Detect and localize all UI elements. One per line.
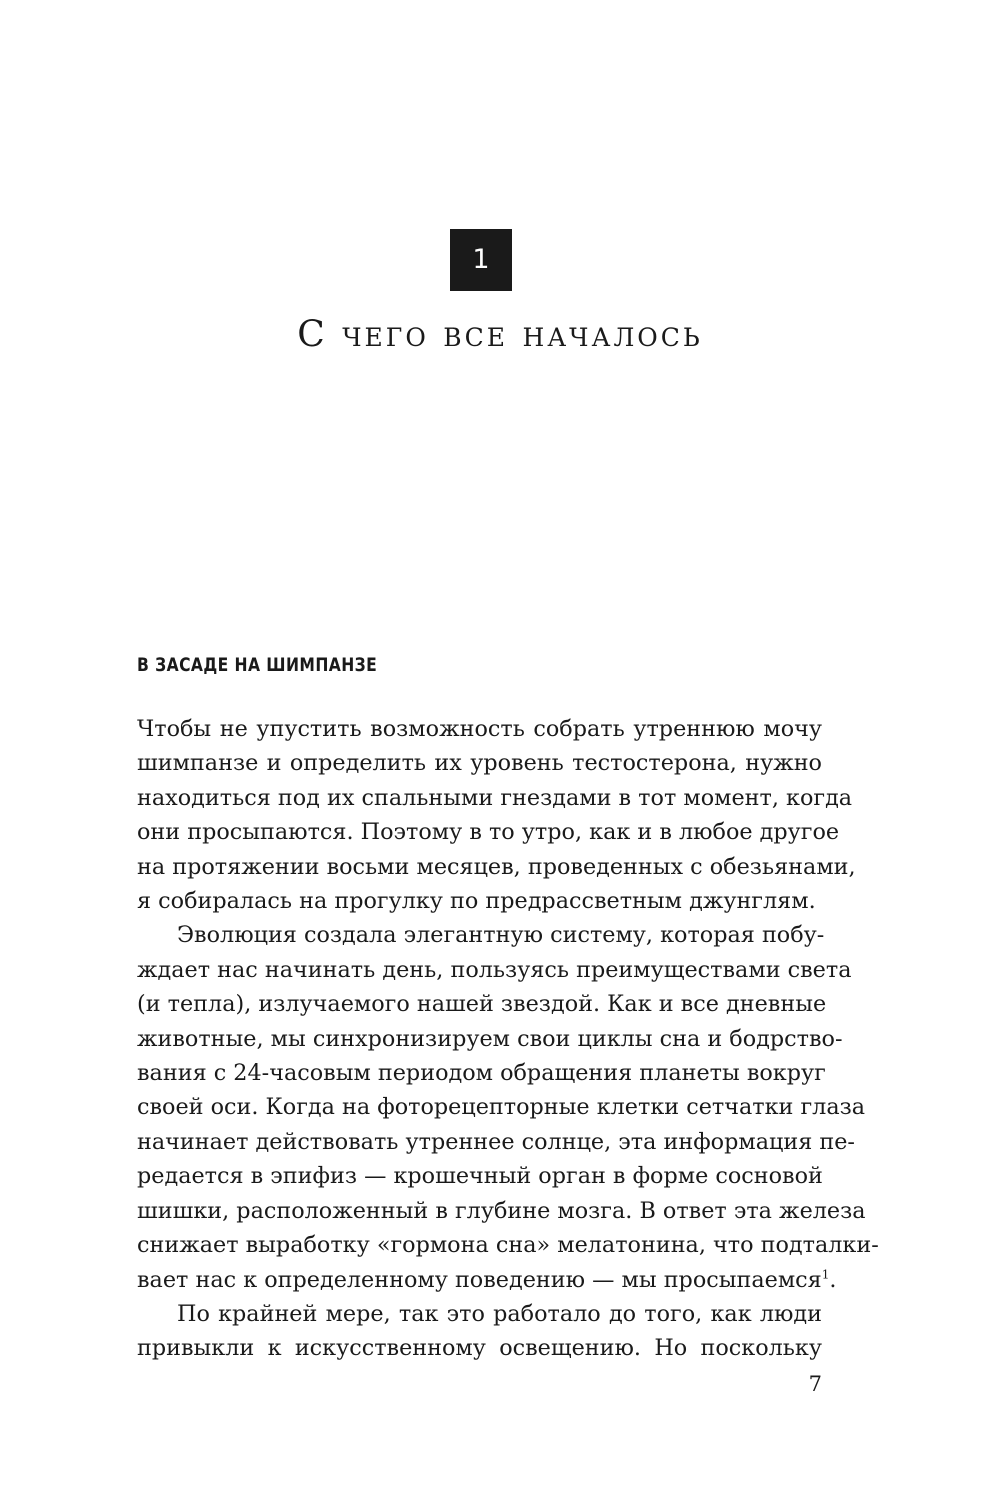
text-line: начинает действовать утреннее солнце, эта информация пе- — [137, 1128, 855, 1155]
text-line: вает нас к определенному поведению — мы просыпаемся — [137, 1266, 822, 1293]
text-line: на протяжении восьми месяцев, проведенных с обезьянами, — [137, 853, 856, 880]
paragraph — [137, 1297, 822, 1366]
text-line: находиться под их спальными гнездами в тот момент, когда — [137, 784, 853, 811]
text-line: ждает нас начинать день, пользуясь преимуществами света — [137, 956, 852, 983]
paragraph — [137, 918, 879, 1296]
text-line: (и тепла), излучаемого нашей звездой. Как и все дневные — [137, 991, 827, 1018]
text-line: своей оси. Когда на фоторецепторные клетки сетчатки глаза — [137, 1094, 866, 1121]
chapter-number: 1 — [472, 244, 490, 275]
paragraph — [137, 712, 856, 918]
text-line: шимпанзе и определить их уровень тестостерона, нужно — [137, 750, 822, 777]
text-line: шишки, расположенный в глубине мозга. В ответ эта железа — [137, 1197, 866, 1224]
text-line: я собиралась на прогулку по предрассветным джунглям. — [137, 888, 816, 915]
body-text — [137, 712, 879, 1366]
text-line: привыкли к искусственному освещению. Но поскольку — [137, 1335, 822, 1362]
text-line: они просыпаются. Поэтому в то утро, как и в любое другое — [137, 819, 840, 846]
text-line: вания с 24-часовым периодом обращения планеты вокруг — [137, 1060, 826, 1087]
text-line-with-footnote — [137, 1263, 837, 1297]
text-line: редается в эпифиз — крошечный орган в форме сосновой — [137, 1163, 823, 1190]
text-line: Эволюция создала элегантную систему, которая побу- — [177, 922, 825, 949]
text-line: снижает выработку «гормона сна» мелатонина, что подталки- — [137, 1232, 879, 1259]
chapter-number-badge — [450, 229, 512, 291]
section-heading: В ЗАСАДЕ НА ШИМПАНЗЕ — [137, 654, 378, 676]
page-number: 7 — [808, 1372, 822, 1396]
chapter-title: С чего все началось — [297, 314, 703, 355]
sentence-end: . — [829, 1266, 837, 1293]
footnote-reference[interactable]: 1 — [821, 1267, 830, 1282]
text-line: животные, мы синхронизируем свои циклы сна и бодрство- — [137, 1025, 843, 1052]
text-line: Чтобы не упустить возможность собрать утреннюю мочу — [137, 716, 822, 742]
text-line: По крайней мере, так это работало до того, как люди — [177, 1300, 822, 1327]
